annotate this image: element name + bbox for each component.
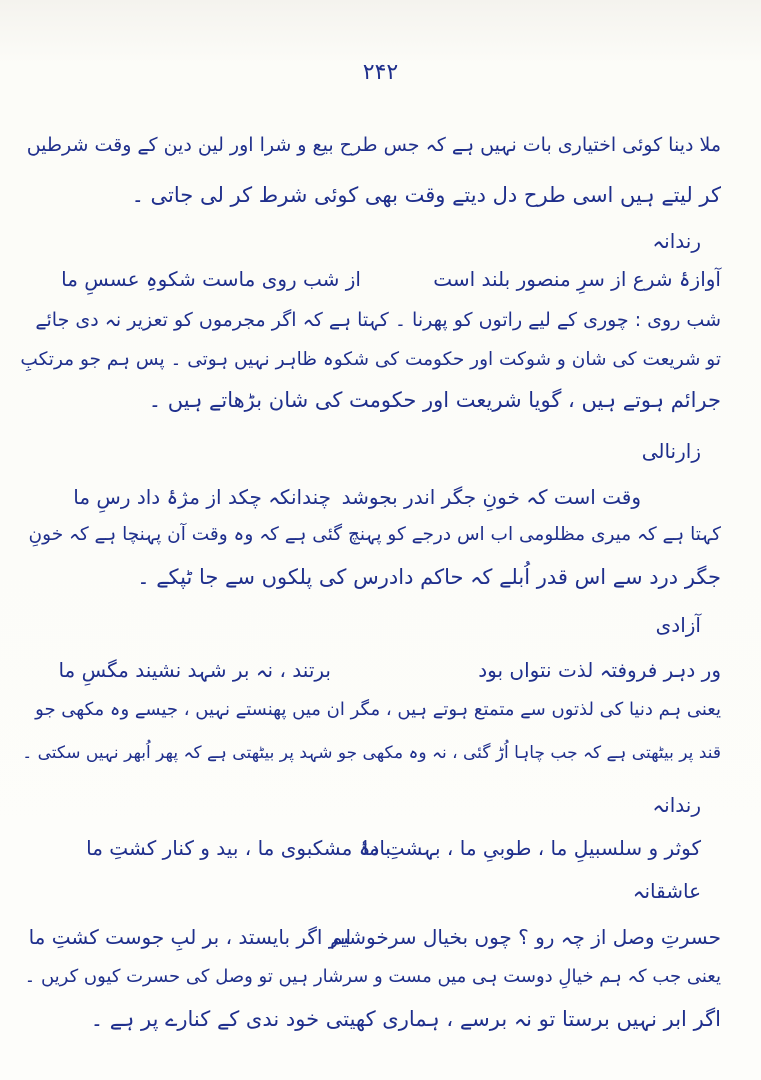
- text-line: کہتا ہے کہ میری مظلومی اب اس درجے کو پہنچ گئی ہے کہ وہ وقت آن پہنچا ہے کہ خونِ: [28, 524, 721, 545]
- text-line: کر لیتے ہیں اسی طرح دل دیتے وقت بھی کوئی شرط کر لی جاتی ۔: [131, 183, 721, 207]
- text-line: جگر درد سے اس قدر اُبلے کہ حاکم دادرس کی پلکوں سے جا ٹپکے ۔: [137, 565, 721, 589]
- verse-first-half: وقت است کہ خونِ جگر اندر بجوشد: [341, 485, 641, 509]
- verse-second-half: ابر اگر بایستد ، بر لبِ جوست کشتِ ما: [28, 925, 351, 949]
- section-heading: عاشقانہ: [632, 879, 701, 903]
- section-heading: رندانہ: [652, 793, 701, 817]
- text-line: جرائم ہوتے ہیں ، گویا شریعت اور حکومت کی شان بڑھاتے ہیں ۔: [148, 388, 721, 412]
- section-heading: آزادی: [655, 613, 701, 637]
- verse-first-half: بادۂ مشکبوی ما ، بید و کنار کشتِ ما: [86, 836, 391, 860]
- text-line: یعنی ہم دنیا کی لذتوں سے متمتع ہوتے ہیں ، مگر ان میں پھنستے نہیں ، جیسے وہ مکھی جو: [35, 699, 721, 720]
- verse-second-half: کوثر و سلسبیلِ ما ، طوبیِ ما ، بہشتِ ما: [362, 836, 701, 860]
- verse-first-half: حسرتِ وصل از چہ رو ؟ چوں بخیال سرخوشیم: [329, 925, 721, 949]
- text-line: شب روی : چوری کے لیے راتوں کو پھرنا ۔ کہتا ہے کہ اگر مجرموں کو تعزیر نہ دی جائے: [35, 309, 721, 331]
- verse-second-half: از شب روی ماست شکوہِ عسسِ ما: [61, 267, 361, 291]
- verse-second-half: چندانکہ چکد از مژۂ داد رسِ ما: [73, 485, 331, 509]
- page-number: ۲۴۲: [362, 60, 399, 85]
- text-line: قند پر بیٹھتی ہے کہ جب چاہا اُڑ گئی ، نہ وہ مکھی جو شہد پر بیٹھتی ہے کہ پھر اُبھر نہیں سکتی ۔: [22, 743, 721, 763]
- text-line: اگر ابر نہیں برستا تو نہ برسے ، ہماری کھیتی خود ندی کے کنارے پر ہے ۔: [90, 1007, 721, 1031]
- verse-first-half: آوازۂ شرع از سرِ منصور بلند است: [433, 267, 721, 291]
- section-heading: زارنالی: [641, 439, 701, 463]
- verse-first-half: ور دہر فروفتہ لذت نتواں بود: [478, 658, 721, 682]
- section-heading: رندانہ: [652, 229, 701, 253]
- text-line: تو شریعت کی شان و شوکت اور حکومت کی شکوہ ظاہر نہیں ہوتی ۔ پس ہم جو مرتکبِ: [20, 349, 721, 370]
- verse-second-half: برتند ، نہ بر شہد نشیند مگسِ ما: [58, 658, 331, 682]
- text-line: یعنی جب کہ ہم خیالِ دوست ہی میں مست و سرشار ہیں تو وصل کی حسرت کیوں کریں ۔: [24, 966, 721, 987]
- text-line: ملا دینا کوئی اختیاری بات نہیں ہے کہ جس طرح بیع و شرا اور لین دین کے وقت شرطیں: [26, 134, 721, 156]
